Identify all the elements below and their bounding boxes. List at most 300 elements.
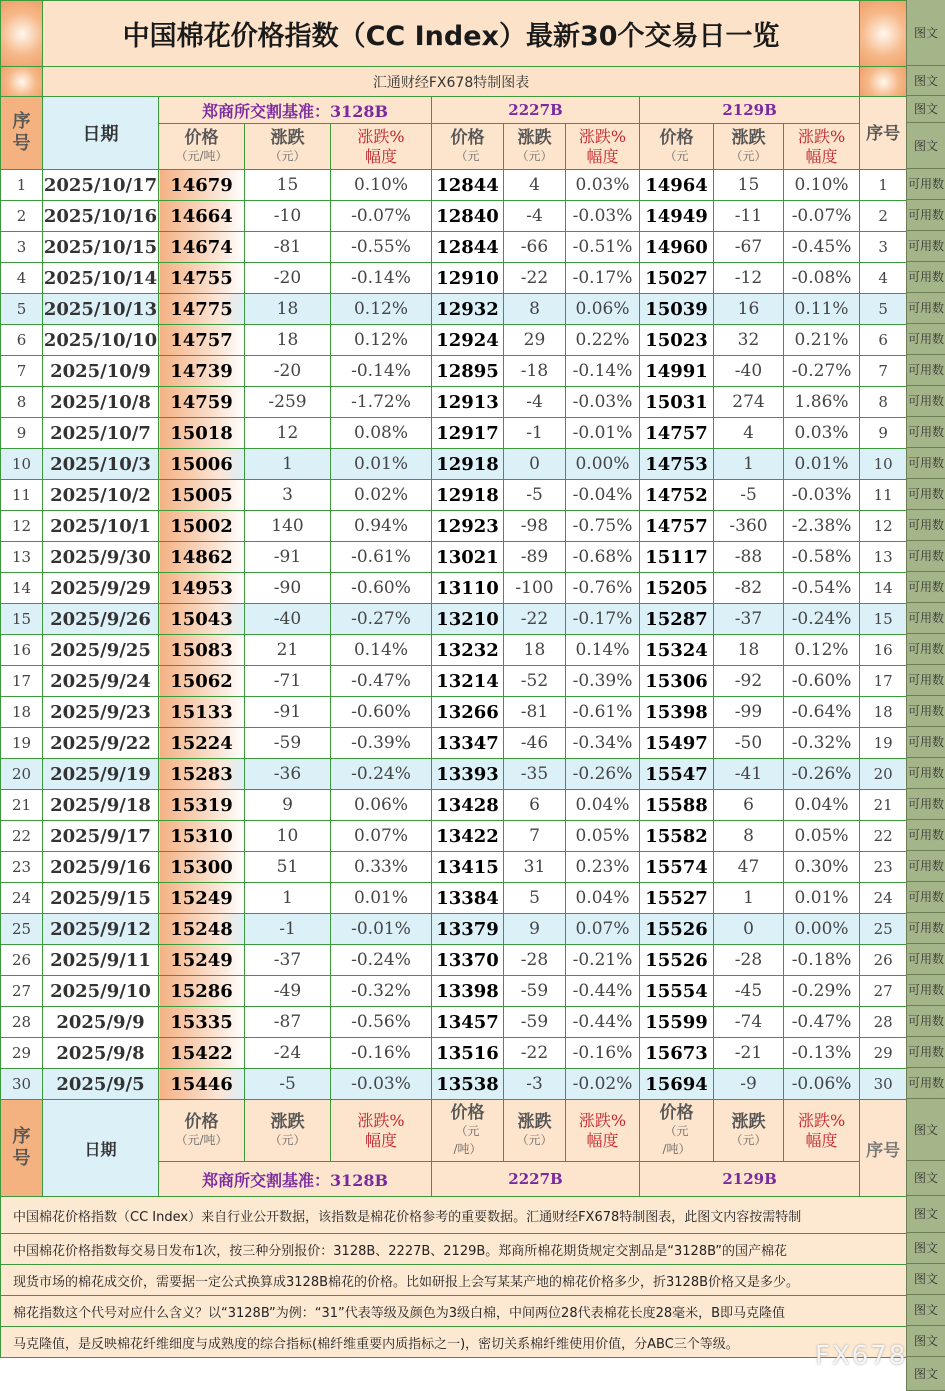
row-index: 13 [1, 542, 43, 573]
pct-label-2: 幅度 [364, 1130, 397, 1150]
row-date: 2025/9/5 [43, 1069, 159, 1100]
pct-2129b: -0.07% [784, 201, 860, 232]
row-index-right: 8 [860, 387, 907, 418]
change-2129b: 4 [714, 418, 784, 449]
table-row [1, 480, 907, 511]
change-label: 涨跌 [731, 127, 766, 148]
pct-3128b: 0.01% [331, 449, 432, 480]
price-2129b: 15117 [640, 542, 714, 573]
table-row [1, 387, 907, 418]
pct-3128b: 0.14% [331, 635, 432, 666]
pct-2129b: -0.03% [784, 480, 860, 511]
pct-2227b: 0.14% [566, 635, 640, 666]
change-2227b: 6 [504, 790, 566, 821]
side-label: 图文 [906, 1161, 945, 1196]
price-2227b: 13415 [432, 852, 504, 883]
pct-3128b: 0.94% [331, 511, 432, 542]
price-3128b: 15300 [159, 852, 245, 883]
pct-2129b: 0.11% [784, 294, 860, 325]
price-2129b: 15027 [640, 263, 714, 294]
row-date: 2025/9/17 [43, 821, 159, 852]
price-2129b: 15694 [640, 1069, 714, 1100]
table-row [1, 759, 907, 790]
change-2129b: -11 [714, 201, 784, 232]
change-2129b: -74 [714, 1007, 784, 1038]
pct-2129b: -0.64% [784, 697, 860, 728]
price-label: 价格 [659, 127, 694, 148]
row-index-right: 15 [860, 604, 907, 635]
change-2227b: -46 [504, 728, 566, 759]
seq-header [1, 97, 43, 170]
pct-2227b: -0.51% [566, 232, 640, 263]
pct-3128b: -0.24% [331, 945, 432, 976]
change-3128b: -20 [245, 263, 331, 294]
change-2129b: -82 [714, 573, 784, 604]
row-index-right: 2 [860, 201, 907, 232]
price-2129b: 15554 [640, 976, 714, 1007]
price-2129b: 15287 [640, 604, 714, 635]
row-date: 2025/9/11 [43, 945, 159, 976]
pct-2129b: -0.47% [784, 1007, 860, 1038]
footer-pct-header [784, 1100, 860, 1162]
price-2129b: 14960 [640, 232, 714, 263]
price-3128b: 14757 [159, 325, 245, 356]
table-row [1, 1069, 907, 1100]
pct-2227b: 0.22% [566, 325, 640, 356]
side-label: 可用数 [906, 355, 945, 386]
table-row [1, 635, 907, 666]
footer-group-2129b: 2129B [640, 1162, 860, 1197]
side-label: 图文 [906, 1264, 945, 1295]
change-2227b: 7 [504, 821, 566, 852]
row-index: 29 [1, 1038, 43, 1069]
footer-change-header [504, 1100, 566, 1162]
side-label: 图文 [906, 1233, 945, 1264]
side-label: 可用数 [906, 758, 945, 789]
pct-header [331, 124, 432, 170]
price-2227b: 13457 [432, 1007, 504, 1038]
pct-3128b: -0.14% [331, 263, 432, 294]
price-2129b: 15547 [640, 759, 714, 790]
change-3128b: 18 [245, 294, 331, 325]
pct-2227b: 0.23% [566, 852, 640, 883]
pct-2227b: -0.39% [566, 666, 640, 697]
note-line: 马克隆值，是反映棉花纤维细度与成熟度的综合指标(棉纤维重要内质指标之一)，密切关系棉纤维使用价值，分ABC三个等级。 [1, 1327, 907, 1358]
change-2129b: -21 [714, 1038, 784, 1069]
change-header [504, 124, 566, 170]
change-label: 涨跌 [517, 127, 552, 148]
price-3128b: 15249 [159, 883, 245, 914]
price-2129b: 15526 [640, 914, 714, 945]
pct-2227b: 0.04% [566, 790, 640, 821]
row-index-right: 11 [860, 480, 907, 511]
change-2227b: 9 [504, 914, 566, 945]
row-index-right: 4 [860, 263, 907, 294]
seq-header-right-label: 序号 [866, 123, 901, 144]
pct-header [566, 124, 640, 170]
price-label: 价格 [450, 127, 485, 148]
side-label: 可用数 [906, 882, 945, 913]
row-index: 24 [1, 883, 43, 914]
side-label: 可用数 [906, 975, 945, 1006]
side-label: 可用数 [906, 696, 945, 727]
change-2129b: -41 [714, 759, 784, 790]
price-label: 价格 [184, 127, 219, 148]
price-2227b: 13370 [432, 945, 504, 976]
price-2129b: 15398 [640, 697, 714, 728]
side-label: 图文 [906, 1326, 945, 1357]
change-2227b: -35 [504, 759, 566, 790]
price-2129b: 14991 [640, 356, 714, 387]
pct-2129b: -0.18% [784, 945, 860, 976]
footer-group-2227b: 2227B [432, 1162, 640, 1197]
row-index: 20 [1, 759, 43, 790]
row-index-right: 7 [860, 356, 907, 387]
price-unit: （元 [664, 1123, 689, 1138]
pct-2129b: 0.12% [784, 635, 860, 666]
side-label: 可用数 [906, 479, 945, 510]
price-unit: （元 [455, 148, 480, 163]
change-3128b: -81 [245, 232, 331, 263]
price-3128b: 15248 [159, 914, 245, 945]
row-index: 8 [1, 387, 43, 418]
row-date: 2025/10/3 [43, 449, 159, 480]
pct-2129b: 0.05% [784, 821, 860, 852]
row-date: 2025/9/30 [43, 542, 159, 573]
change-2227b: -5 [504, 480, 566, 511]
row-index-right: 19 [860, 728, 907, 759]
pct-3128b: 0.01% [331, 883, 432, 914]
row-index: 23 [1, 852, 43, 883]
row-date: 2025/9/10 [43, 976, 159, 1007]
change-2129b: -360 [714, 511, 784, 542]
change-3128b: -87 [245, 1007, 331, 1038]
table-row [1, 790, 907, 821]
row-date: 2025/9/22 [43, 728, 159, 759]
price-3128b: 14664 [159, 201, 245, 232]
pct-2227b: -0.01% [566, 418, 640, 449]
change-2227b: -22 [504, 1038, 566, 1069]
change-3128b: -90 [245, 573, 331, 604]
row-date: 2025/9/15 [43, 883, 159, 914]
row-index: 6 [1, 325, 43, 356]
pct-2129b: -0.29% [784, 976, 860, 1007]
pct-label: 涨跌% [578, 126, 627, 146]
side-label: 可用数 [906, 572, 945, 603]
change-3128b: -40 [245, 604, 331, 635]
price-2227b: 12918 [432, 449, 504, 480]
seq-header-right [860, 97, 907, 170]
table-row [1, 604, 907, 635]
price-2129b: 15526 [640, 945, 714, 976]
price-3128b: 15249 [159, 945, 245, 976]
pct-3128b: 0.12% [331, 294, 432, 325]
pct-label: 涨跌% [357, 1110, 405, 1130]
row-index: 3 [1, 232, 43, 263]
change-2227b: -52 [504, 666, 566, 697]
change-header [245, 124, 331, 170]
row-index: 28 [1, 1007, 43, 1038]
pct-3128b: -0.39% [331, 728, 432, 759]
price-3128b: 15006 [159, 449, 245, 480]
row-date: 2025/10/8 [43, 387, 159, 418]
pct-3128b: -0.27% [331, 604, 432, 635]
row-date: 2025/9/25 [43, 635, 159, 666]
row-index-right: 14 [860, 573, 907, 604]
side-label: 可用数 [906, 820, 945, 851]
pct-2227b: -0.17% [566, 263, 640, 294]
corner-decoration [1, 1, 43, 67]
table-row [1, 356, 907, 387]
change-2129b: -40 [714, 356, 784, 387]
side-label: 可用数 [906, 541, 945, 572]
row-index: 19 [1, 728, 43, 759]
row-index: 17 [1, 666, 43, 697]
price-2129b: 14949 [640, 201, 714, 232]
row-index: 26 [1, 945, 43, 976]
price-label: 价格 [184, 1111, 219, 1132]
side-label: 可用数 [906, 851, 945, 882]
change-2129b: -88 [714, 542, 784, 573]
change-2129b: 6 [714, 790, 784, 821]
row-index: 18 [1, 697, 43, 728]
pct-2129b: -0.08% [784, 263, 860, 294]
table-row [1, 263, 907, 294]
price-header [159, 124, 245, 170]
pct-2227b: -0.03% [566, 387, 640, 418]
footer-date-header: 日期 [43, 1100, 159, 1197]
price-2227b: 12844 [432, 232, 504, 263]
pct-2227b: -0.04% [566, 480, 640, 511]
pct-2227b: -0.76% [566, 573, 640, 604]
price-2227b: 13393 [432, 759, 504, 790]
table-row [1, 294, 907, 325]
corner-decoration [860, 67, 907, 97]
row-date: 2025/9/9 [43, 1007, 159, 1038]
price-2227b: 12923 [432, 511, 504, 542]
row-index: 14 [1, 573, 43, 604]
change-2129b: 16 [714, 294, 784, 325]
side-column [906, 0, 945, 1391]
change-3128b: 12 [245, 418, 331, 449]
side-label: 可用数 [906, 262, 945, 293]
change-unit: （元） [269, 1132, 306, 1147]
side-label: 可用数 [906, 1006, 945, 1037]
pct-2227b: -0.61% [566, 697, 640, 728]
footer-change-header [714, 1100, 784, 1162]
pct-3128b: -0.60% [331, 573, 432, 604]
change-3128b: -71 [245, 666, 331, 697]
price-label: 价格 [659, 1102, 694, 1123]
price-2227b: 13398 [432, 976, 504, 1007]
row-index-right: 21 [860, 790, 907, 821]
change-2227b: 29 [504, 325, 566, 356]
pct-2129b: -0.06% [784, 1069, 860, 1100]
price-2227b: 13516 [432, 1038, 504, 1069]
row-index-right: 18 [860, 697, 907, 728]
price-2129b: 15574 [640, 852, 714, 883]
pct-label-2: 幅度 [805, 1130, 838, 1150]
side-label: 可用数 [906, 386, 945, 417]
change-2227b: -18 [504, 356, 566, 387]
pct-3128b: 0.10% [331, 170, 432, 201]
row-date: 2025/9/19 [43, 759, 159, 790]
side-label: 图文 [906, 1357, 945, 1391]
price-3128b: 15002 [159, 511, 245, 542]
row-date: 2025/10/10 [43, 325, 159, 356]
price-3128b: 14775 [159, 294, 245, 325]
pct-3128b: -0.61% [331, 542, 432, 573]
price-3128b: 15422 [159, 1038, 245, 1069]
side-label: 可用数 [906, 231, 945, 262]
row-index: 21 [1, 790, 43, 821]
side-label: 可用数 [906, 448, 945, 479]
price-3128b: 15018 [159, 418, 245, 449]
change-3128b: 15 [245, 170, 331, 201]
price-2227b: 13422 [432, 821, 504, 852]
change-label: 涨跌 [517, 1111, 552, 1132]
change-unit: （元） [516, 1132, 553, 1147]
change-3128b: -37 [245, 945, 331, 976]
row-date: 2025/9/23 [43, 697, 159, 728]
price-2129b: 14964 [640, 170, 714, 201]
change-2227b: -81 [504, 697, 566, 728]
table-row [1, 449, 907, 480]
row-index: 27 [1, 976, 43, 1007]
pct-label: 涨跌% [357, 126, 405, 146]
change-2227b: 4 [504, 170, 566, 201]
price-header [432, 124, 504, 170]
side-label: 图文 [906, 1295, 945, 1326]
pct-label-2: 幅度 [364, 146, 397, 166]
change-label: 涨跌 [270, 1111, 305, 1132]
price-3128b: 14674 [159, 232, 245, 263]
price-3128b: 15283 [159, 759, 245, 790]
row-date: 2025/10/14 [43, 263, 159, 294]
table-row [1, 976, 907, 1007]
price-label: 价格 [450, 1102, 485, 1123]
row-date: 2025/9/26 [43, 604, 159, 635]
row-date: 2025/10/1 [43, 511, 159, 542]
change-3128b: -20 [245, 356, 331, 387]
row-date: 2025/9/12 [43, 914, 159, 945]
price-unit: （元 [455, 1123, 480, 1138]
corner-decoration [1, 67, 43, 97]
note-line: 现货市场的棉花成交价，需要据一定公式换算成3128B棉花的价格。比如研报上会写某某产地的棉花价格多少，折3128B价格又是多少。 [1, 1265, 907, 1296]
pct-3128b: -0.24% [331, 759, 432, 790]
change-2227b: 31 [504, 852, 566, 883]
change-2129b: -92 [714, 666, 784, 697]
pct-2227b: 0.00% [566, 449, 640, 480]
pct-2227b: -0.68% [566, 542, 640, 573]
pct-2227b: 0.05% [566, 821, 640, 852]
price-3128b: 15335 [159, 1007, 245, 1038]
price-2129b: 15205 [640, 573, 714, 604]
row-index: 5 [1, 294, 43, 325]
pct-3128b: -0.03% [331, 1069, 432, 1100]
price-2227b: 13538 [432, 1069, 504, 1100]
change-2129b: 1 [714, 449, 784, 480]
row-date: 2025/10/9 [43, 356, 159, 387]
pct-2129b: -0.60% [784, 666, 860, 697]
price-3128b: 15083 [159, 635, 245, 666]
change-3128b: 140 [245, 511, 331, 542]
footer-pct-header [331, 1100, 432, 1162]
change-2227b: -89 [504, 542, 566, 573]
pct-3128b: -0.14% [331, 356, 432, 387]
pct-2227b: -0.17% [566, 604, 640, 635]
price-2227b: 12895 [432, 356, 504, 387]
row-index-right: 12 [860, 511, 907, 542]
pct-label: 涨跌% [578, 1110, 627, 1130]
price-3128b: 14755 [159, 263, 245, 294]
change-2227b: -66 [504, 232, 566, 263]
price-header [640, 124, 714, 170]
pct-2129b: 1.86% [784, 387, 860, 418]
pct-3128b: -0.32% [331, 976, 432, 1007]
row-index-right: 20 [860, 759, 907, 790]
row-date: 2025/10/17 [43, 170, 159, 201]
price-3128b: 15005 [159, 480, 245, 511]
row-index-right: 10 [860, 449, 907, 480]
price-2129b: 14753 [640, 449, 714, 480]
table-row [1, 170, 907, 201]
price-2129b: 14757 [640, 418, 714, 449]
side-label: 可用数 [906, 510, 945, 541]
row-index: 15 [1, 604, 43, 635]
pct-2129b: -0.13% [784, 1038, 860, 1069]
pct-3128b: -1.72% [331, 387, 432, 418]
row-index-right: 25 [860, 914, 907, 945]
pct-2227b: 0.06% [566, 294, 640, 325]
change-2129b: 1 [714, 883, 784, 914]
price-2227b: 13384 [432, 883, 504, 914]
pct-3128b: -0.60% [331, 697, 432, 728]
side-label: 可用数 [906, 603, 945, 634]
change-unit: （元） [516, 148, 553, 163]
pct-2227b: -0.75% [566, 511, 640, 542]
row-date: 2025/10/2 [43, 480, 159, 511]
change-3128b: 1 [245, 883, 331, 914]
side-label: 可用数 [906, 727, 945, 758]
pct-label-2: 幅度 [586, 146, 619, 166]
pct-2129b: -0.24% [784, 604, 860, 635]
change-2129b: -67 [714, 232, 784, 263]
price-2227b: 13214 [432, 666, 504, 697]
pct-2227b: -0.44% [566, 976, 640, 1007]
pct-2129b: -0.26% [784, 759, 860, 790]
pct-2129b: 0.03% [784, 418, 860, 449]
price-2227b: 13266 [432, 697, 504, 728]
price-3128b: 15446 [159, 1069, 245, 1100]
table-row [1, 945, 907, 976]
price-2227b: 13021 [432, 542, 504, 573]
price-2129b: 15673 [640, 1038, 714, 1069]
pct-label-2: 幅度 [586, 1130, 619, 1150]
pct-3128b: -0.47% [331, 666, 432, 697]
price-3128b: 14862 [159, 542, 245, 573]
pct-2227b: 0.04% [566, 883, 640, 914]
table-row [1, 542, 907, 573]
change-2129b: -9 [714, 1069, 784, 1100]
price-2129b: 15031 [640, 387, 714, 418]
table-row [1, 821, 907, 852]
change-2227b: 8 [504, 294, 566, 325]
row-index-right: 29 [860, 1038, 907, 1069]
pct-2227b: -0.14% [566, 356, 640, 387]
price-2227b: 12924 [432, 325, 504, 356]
price-2227b: 12917 [432, 418, 504, 449]
